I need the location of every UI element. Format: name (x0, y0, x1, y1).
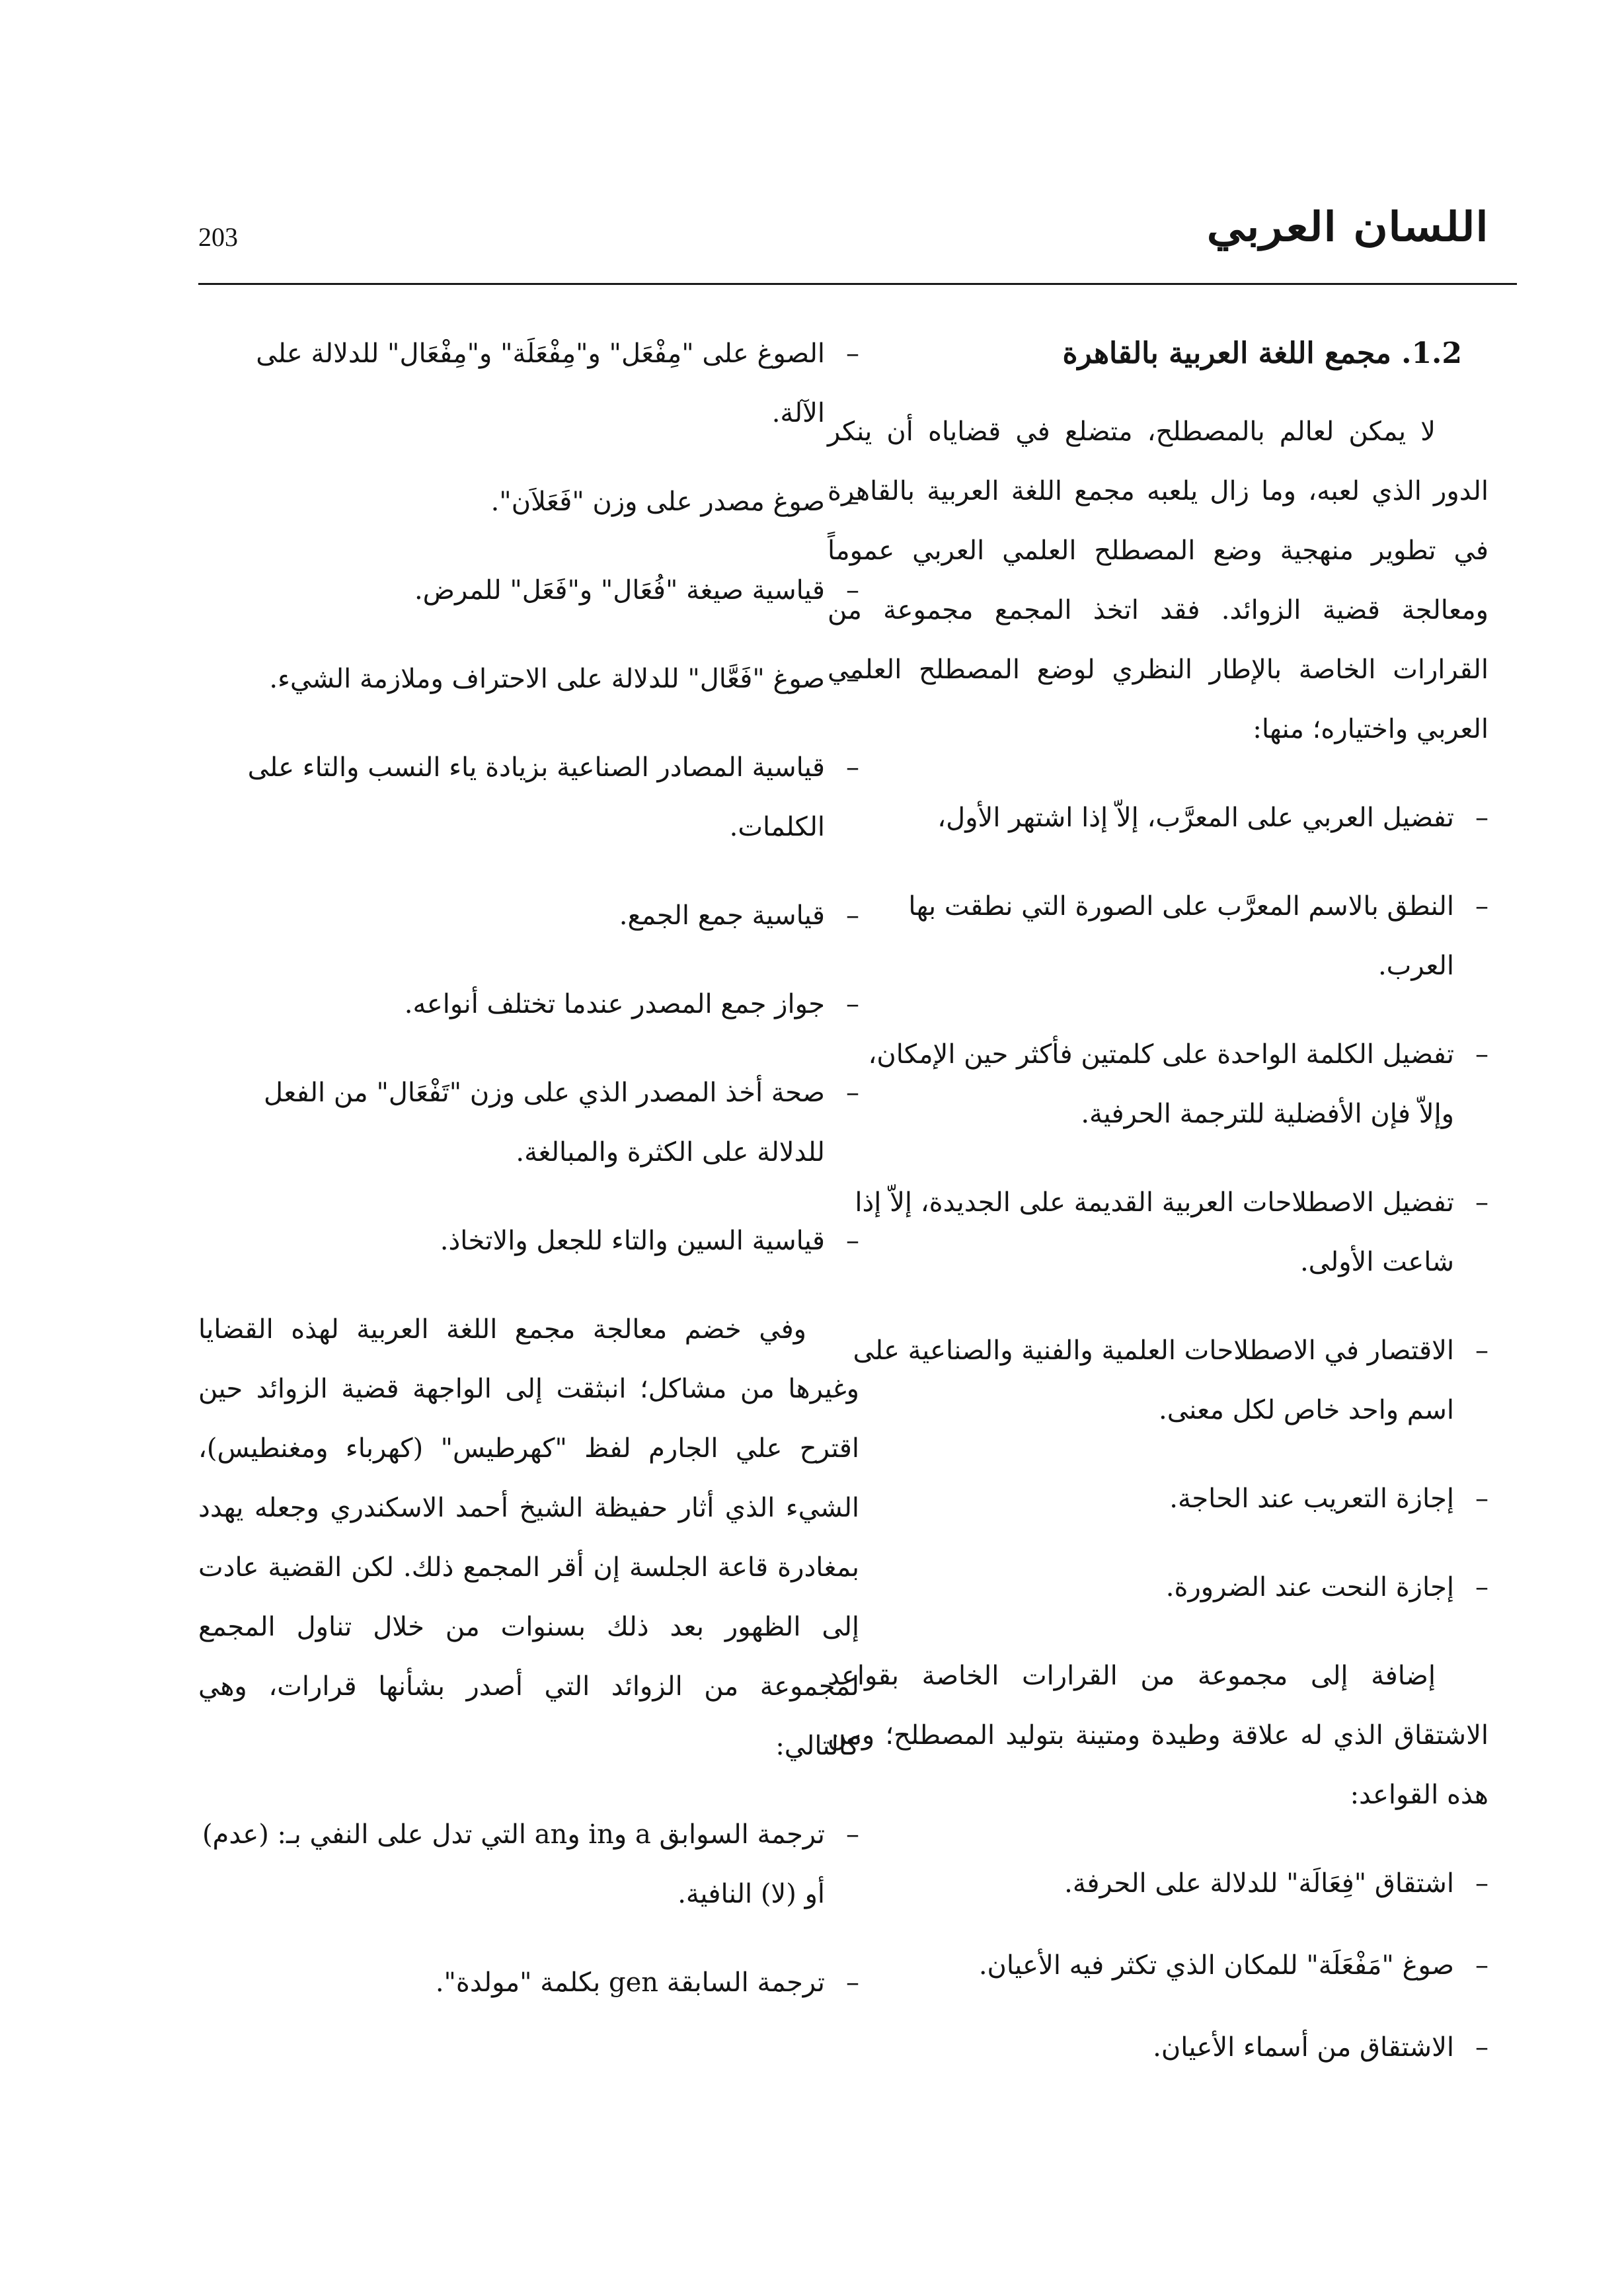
derivation-rule-item: – جواز جمع المصدر عندما تختلف أنواعه. (198, 974, 859, 1034)
derivation-rule-item: – صوغ مصدر على وزن "فَعَلاَن". (198, 472, 859, 532)
affixes-paragraph: وفي خضم معالجة مجمع اللغة العربية لهذه القضايا وغيرها من مشاكل؛ انبثقت إلى الواجهة قضية الزوائد حين اقترح علي الجارم لفظ "كهرطيس" (كهرباء ومغنطيس)، الشيء الذي أثار حفيظة الشيخ أحمد الاسكندري وجعله يهدد بمغادرة قاعة الجلسة إن أقر المجمع ذلك. لكن القضية عادت إلى الظهور بعد ذلك بسنوات من خلال تناول المجمع لمجموعة من الزوائد التي أصدر بشأنها قرارات، وهي كالتالي: (198, 1314, 859, 1761)
derivation-rule-item: – الصوغ على "مِفْعَل" و"مِفْعَلَة" و"مِفْعَال" للدلالة على الآلة. (198, 324, 859, 443)
left-column (198, 324, 859, 2041)
derivation-rule-item: – قياسية جمع الجمع. (198, 886, 859, 945)
right-column (828, 324, 1489, 2100)
decision-item: – تفضيل الاصطلاحات العربية القديمة على الجديدة، إلاّ إذا شاعت الأولى. (828, 1173, 1489, 1292)
derivation-rule-item: – صوغ "فَعَّال" للدلالة على الاحتراف وملازمة الشيء. (198, 649, 859, 709)
journal-title-logo: اللسان العربي (1206, 202, 1489, 251)
derivation-rule-item: – قياسية صيغة "فُعَال" و"فَعَل" للمرض. (198, 561, 859, 620)
page-number: 203 (198, 222, 238, 252)
derivation-rule-item: – الاشتقاق من أسماء الأعيان. (828, 2018, 1489, 2077)
decision-item: – الاقتصار في الاصطلاحات العلمية والفنية والصناعية على اسم واحد خاص لكل معنى. (828, 1321, 1489, 1440)
derivation-rule-item: – قياسية السين والتاء للجعل والاتخاذ. (198, 1211, 859, 1271)
affix-rule-item: – ترجمة السابقة gen بكلمة "مولدة". (198, 1953, 859, 2012)
decision-item: – إجازة النحت عند الضرورة. (828, 1558, 1489, 1617)
decision-item: – النطق بالاسم المعرَّب على الصورة التي نطقت بها العرب. (828, 877, 1489, 996)
section-heading: 1.2. مجمع اللغة العربية بالقاهرة (1062, 336, 1462, 370)
derivation-rule-item: – صحة أخذ المصدر الذي على وزن "تَفْعَال" من الفعل للدلالة على الكثرة والمبالغة. (198, 1063, 859, 1182)
decision-item: – إجازة التعريب عند الحاجة. (828, 1469, 1489, 1528)
affix-rule-item: – ترجمة السوابق a وin وan التي تدل على النفي بـ: (عدم) أو (لا) النافية. (198, 1805, 859, 1924)
header-divider (198, 283, 1517, 285)
intro-paragraph: لا يمكن لعالم بالمصطلح، متضلع في قضاياه أن ينكر الدور الذي لعبه، وما زال يلعبه مجمع اللغة العربية بالقاهرة في تطوير منهجية وضع المصطلح العلمي العربي عموماً ومعالجة قضية الزوائد. فقد اتخذ المجمع مجموعة من القرارات الخاصة بالإطار النظري لوضع المصطلح العلمي العربي واختياره؛ منها: (828, 416, 1489, 744)
derivation-rule-item: – قياسية المصادر الصناعية بزيادة ياء النسب والتاء على الكلمات. (198, 738, 859, 857)
derivation-intro-paragraph: إضافة إلى مجموعة من القرارات الخاصة بقواعد الاشتقاق الذي له علاقة وطيدة ومتينة بتوليد المصطلح؛ ومن هذه القواعد: (828, 1661, 1489, 1810)
decision-item: – تفضيل الكلمة الواحدة على كلمتين فأكثر حين الإمكان، وإلاّ فإن الأفضلية للترجمة الحرفية. (828, 1025, 1489, 1144)
derivation-rule-item: – صوغ "مَفْعَلَة" للمكان الذي تكثر فيه الأعيان. (828, 1936, 1489, 1995)
decision-item: – تفضيل العربي على المعرَّب، إلاّ إذا اشتهر الأول، (828, 788, 1489, 848)
derivation-rule-item: – اشتقاق "فِعَالَة" للدلالة على الحرفة. (828, 1854, 1489, 1913)
